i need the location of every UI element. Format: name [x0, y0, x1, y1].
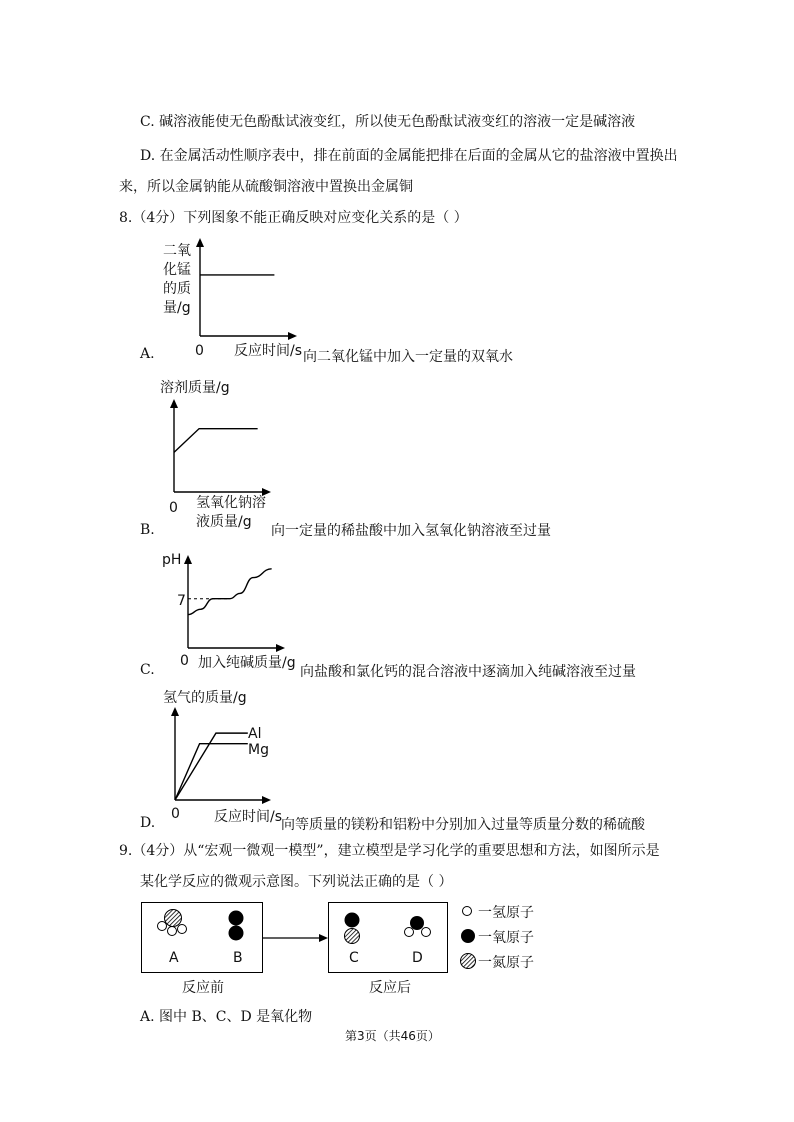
chart-ylabel-line: 二氧: [163, 243, 191, 259]
chart-origin-label: 0: [169, 500, 178, 516]
chart-origin-label: 0: [171, 806, 180, 822]
molecule-d: [405, 916, 431, 937]
chart-caption: 向盐酸和氯化钙的混合溶液中逐滴加入纯碱溶液至过量: [300, 664, 636, 680]
chart-ytick-label: 7: [177, 593, 186, 609]
molecule-label-a: A: [169, 950, 179, 966]
chart-option-label: C.: [140, 662, 155, 678]
oxygen-atom-symbol: [461, 929, 475, 943]
question-9-text-2: 某化学反应的微观示意图。下列说法正确的是（ ）: [140, 874, 453, 890]
chart-xlabel-line: 氢氧化钠溶: [196, 495, 266, 511]
reaction-arrow-head: [319, 934, 328, 942]
legend-oxygen: 一氧原子: [478, 930, 534, 946]
molecule-label-d: D: [412, 950, 423, 966]
chart-xlabel: 反应时间/s: [234, 343, 303, 359]
chart-caption: 向等质量的镁粉和铝粉中分别加入过量等质量分数的稀硫酸: [281, 817, 645, 833]
chart-caption: 向一定量的稀盐酸中加入氢氧化钠溶液至过量: [271, 523, 551, 539]
chart-ylabel: pH: [162, 552, 182, 568]
molecule-c: [345, 913, 360, 944]
chart-ylabel-line: 的质: [163, 281, 191, 297]
page-footer: 第3页（共46页）: [345, 1029, 440, 1043]
option-d-text-1: D. 在金属活动性顺序表中，排在前面的金属能把排在后面的金属从它的盐溶液中置换出: [140, 148, 678, 164]
chart-ylabel-line: 化锰: [163, 262, 191, 278]
molecule-label-c: C: [349, 950, 359, 966]
question-9-option-a: A. 图中 B、C、D 是氧化物: [140, 1009, 313, 1025]
hydrogen-atom-symbol: [463, 907, 472, 916]
question-9-text-1: 9.（4分）从“宏观一微观一模型”，建立模型是学习化学的重要思想和方法，如图所示是: [119, 843, 660, 859]
series-label-al: Al: [248, 726, 262, 742]
chart-ylabel: 溶剂质量/g: [160, 380, 230, 396]
nitrogen-atom-symbol: [461, 954, 476, 969]
chart-origin-label: 0: [195, 343, 204, 359]
chart-xlabel: 加入纯碱质量/g: [198, 655, 296, 671]
legend-hydrogen: 一氢原子: [478, 905, 534, 921]
chart-option-label: A.: [140, 346, 155, 362]
molecule-b: [229, 911, 244, 941]
legend-nitrogen: 一氮原子: [478, 955, 534, 971]
chart-option-label: D.: [140, 815, 156, 831]
question-8-text: 8.（4分）下列图象不能正确反映对应变化关系的是（ ）: [119, 210, 468, 226]
chart-ylabel-line: 量/g: [163, 300, 191, 316]
chart-option-label: B.: [140, 522, 155, 538]
series-label-mg: Mg: [248, 742, 269, 758]
molecule-a: [158, 910, 187, 936]
option-c-text: C. 碱溶液能使无色酚酞试液变红，所以使无色酚酞试液变红的溶液一定是碱溶液: [140, 114, 636, 130]
before-label: 反应前: [182, 980, 224, 996]
chart-caption: 向二氧化锰中加入一定量的双氧水: [303, 349, 513, 365]
chart-xlabel-line: 液质量/g: [196, 514, 252, 530]
chart-origin-label: 0: [180, 653, 189, 669]
chart-ylabel: 氢气的质量/g: [163, 690, 247, 706]
option-d-text-2: 来，所以金属钠能从硫酸铜溶液中置换出金属铜: [119, 179, 413, 195]
after-label: 反应后: [369, 980, 411, 996]
chart-xlabel: 反应时间/s: [214, 809, 283, 825]
molecule-label-b: B: [233, 950, 243, 966]
